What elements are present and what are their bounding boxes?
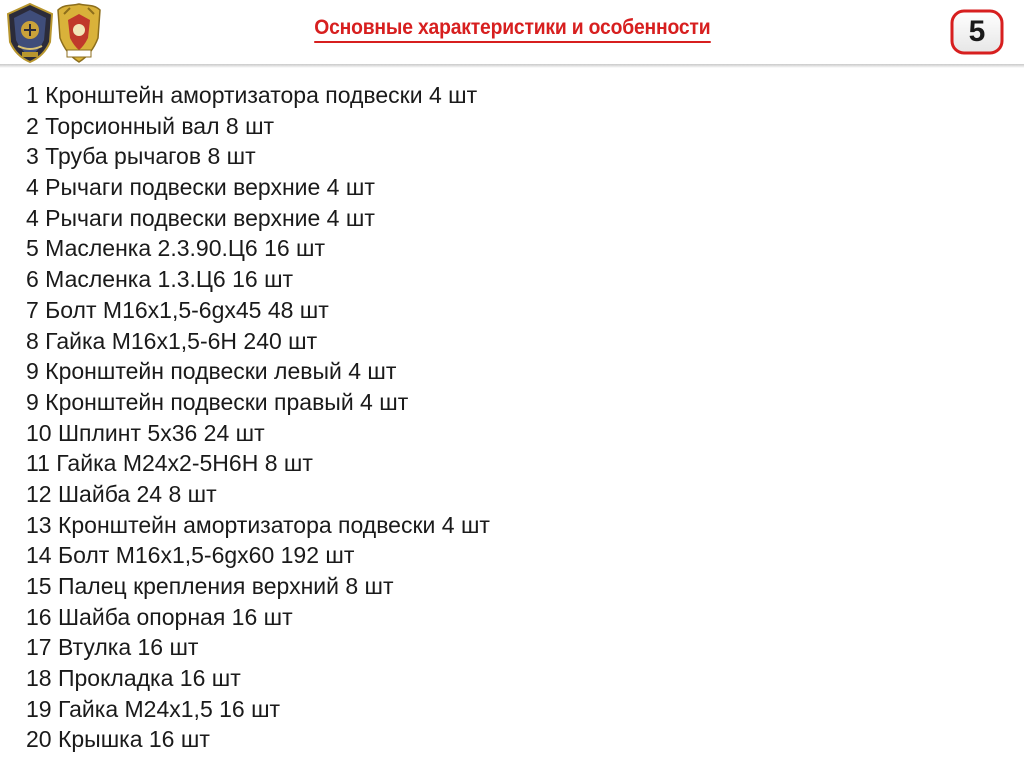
list-item: 8 Гайка М16х1,5-6Н 240 шт (26, 327, 318, 354)
list-item: 18 Прокладка 16 шт (26, 665, 241, 692)
list-item: 5 Масленка 2.3.90.Ц6 16 шт (26, 235, 326, 262)
list-item: 16 Шайба опорная 16 шт (26, 603, 293, 630)
list-item: 14 Болт М16х1,5-6gх60 192 шт (26, 542, 355, 569)
list-item: 9 Кронштейн подвески левый 4 шт (26, 358, 397, 385)
list-item: 17 Втулка 16 шт (26, 634, 199, 661)
list-item: 20 Крышка 16 шт (26, 726, 210, 753)
page-title (0, 16, 1024, 43)
list-item: 4 Рычаги подвески верхние 4 шт (26, 204, 375, 231)
list-item: 3 Труба рычагов 8 шт (26, 143, 256, 170)
list-item: 15 Палец крепления верхний 8 шт (26, 573, 394, 599)
list-item: 1 Кронштейн амортизатора подвески 4 шт (26, 82, 478, 108)
list-item: 7 Болт М16х1,5-6gх45 48 шт (26, 296, 329, 323)
list-item: 11 Гайка М24х2-5Н6Н 8 шт (26, 450, 313, 477)
page-number-badge (948, 8, 1006, 56)
header-divider (0, 64, 1024, 68)
list-item: 12 Шайба 24 8 шт (26, 480, 217, 507)
list-item: 2 Торсионный вал 8 шт (26, 112, 275, 139)
list-item: 10 Шплинт 5х36 24 шт (26, 419, 265, 446)
page-title-text: Основные характеристики и особенности (314, 16, 710, 43)
list-item: 4 Рычаги подвески верхние 4 шт (26, 174, 375, 201)
list-item: 19 Гайка М24х1,5 16 шт (26, 695, 281, 722)
list-item: 13 Кронштейн амортизатора подвески 4 шт (26, 511, 490, 538)
page-number: 5 (968, 15, 986, 48)
list-item: 9 Кронштейн подвески правый 4 шт (26, 388, 409, 415)
list-item: 6 Масленка 1.3.Ц6 16 шт (26, 266, 294, 293)
parts-list (26, 80, 490, 755)
